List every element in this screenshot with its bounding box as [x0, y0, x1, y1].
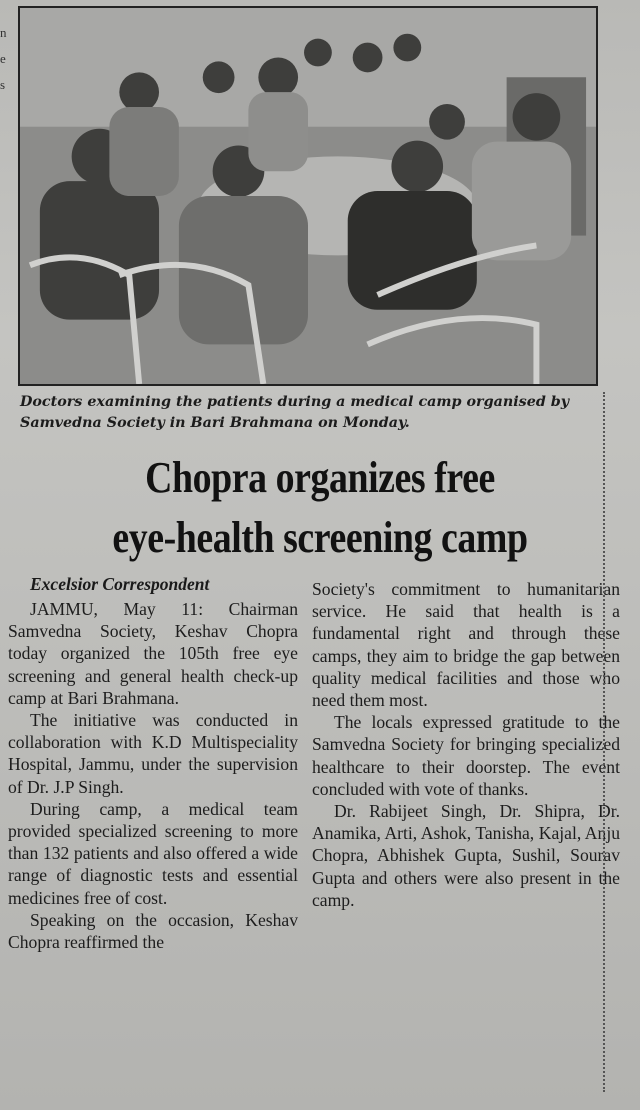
- article-column-right: [312, 578, 620, 911]
- headline-line-1: Chopra organizes free: [145, 453, 495, 502]
- paragraph: JAMMU, May 11: Chairman Samvedna Society, Keshav Chopra today organized the 105th free eye screening and general health check-up camp at Bari Brahmana.: [8, 599, 298, 708]
- paragraph: During camp, a medical team provided specialized screening to more than 132 patients and also offered a wide range of diagnostic tests and essential medicines free of cost.: [8, 798, 298, 908]
- paragraph: Dr. Rabijeet Singh, Dr. Shipra, Dr. Anamika, Arti, Ashok, Tanisha, Kajal, Anju Chopra, Abhishek Gupta, Sushil, Sourav Gupta and others were also present in the camp.: [312, 801, 620, 910]
- headline-line-2: eye-health screening camp: [112, 513, 528, 562]
- paragraph: Society's commitment to humanitarian service. He said that health is a fundamental right and through these camps, they aim to bridge the gap between quality medical facilities and those who need them most.: [312, 579, 620, 711]
- photo-caption: Doctors examining the patients during a medical camp organised by Samvedna Society in Bari Brahmana on Monday.: [20, 394, 570, 431]
- byline: Excelsior Correspondent: [30, 574, 210, 594]
- paragraph: The locals expressed gratitude to the Samvedna Society for bringing specialized healthcare to their doorstep. The event concluded with vote of thanks.: [312, 712, 620, 799]
- article-column-left: [8, 598, 298, 953]
- column-divider: [603, 392, 605, 1092]
- paragraph: Speaking on the occasion, Keshav Chopra reaffirmed the: [8, 909, 298, 953]
- news-photo: [18, 6, 598, 386]
- adjacent-column-fragments: n e s: [0, 25, 7, 92]
- headline: [0, 448, 640, 568]
- paragraph: The initiative was conducted in collaboration with K.D Multispeciality Hospital, Jammu, under the supervision of Dr. J.P Singh.: [8, 710, 298, 797]
- photo-image: [20, 8, 596, 384]
